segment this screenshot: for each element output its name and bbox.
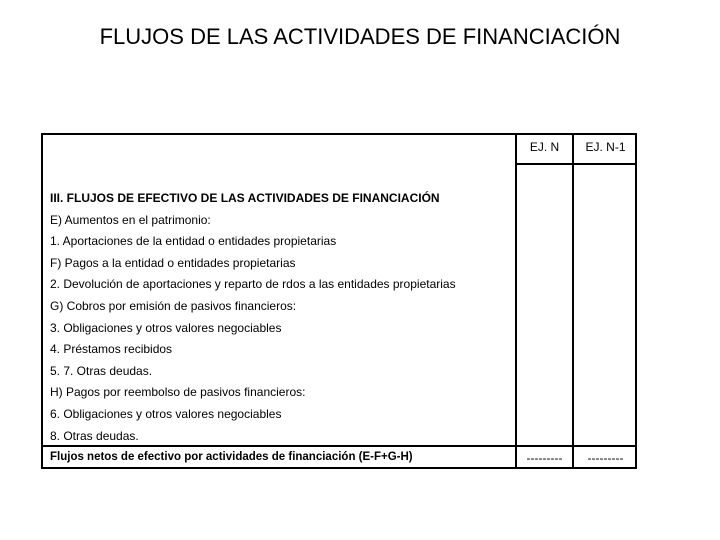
row-item: 8. Otras deudas. <box>50 429 139 443</box>
total-ej-n-value: --------- <box>526 451 563 465</box>
row-item: 6. Obligaciones y otros valores negociables <box>50 407 282 421</box>
total-ej-n1-value: --------- <box>587 451 624 465</box>
column-header-ej-n1: EJ. N-1 <box>585 140 626 154</box>
cash-flow-table <box>41 133 637 469</box>
column-divider-2 <box>572 135 574 467</box>
row-item: 2. Devolución de aportaciones y reparto de rdos a las entidades propietarias <box>50 277 456 291</box>
row-item: H) Pagos por reembolso de pasivos financieros: <box>50 385 306 399</box>
total-divider <box>43 445 637 447</box>
header-divider <box>515 163 637 165</box>
column-divider-1 <box>515 135 517 467</box>
row-item: E) Aumentos en el patrimonio: <box>50 213 211 227</box>
total-row-label: Flujos netos de efectivo por actividades de financiación (E-F+G-H) <box>50 451 413 463</box>
row-item: 1. Aportaciones de la entidad o entidades propietarias <box>50 234 337 248</box>
section-heading: III. FLUJOS DE EFECTIVO DE LAS ACTIVIDADES DE FINANCIACIÓN <box>50 191 440 205</box>
column-header-ej-n: EJ. N <box>529 140 560 154</box>
row-item: 3. Obligaciones y otros valores negociables <box>50 321 282 335</box>
page-title: FLUJOS DE LAS ACTIVIDADES DE FINANCIACIÓN <box>99 24 621 49</box>
row-item: 4. Préstamos recibidos <box>50 342 173 356</box>
row-item: F) Pagos a la entidad o entidades propietarias <box>50 256 296 270</box>
row-item: 5. 7. Otras deudas. <box>50 364 153 378</box>
row-item: G) Cobros por emisión de pasivos financieros: <box>50 299 297 313</box>
